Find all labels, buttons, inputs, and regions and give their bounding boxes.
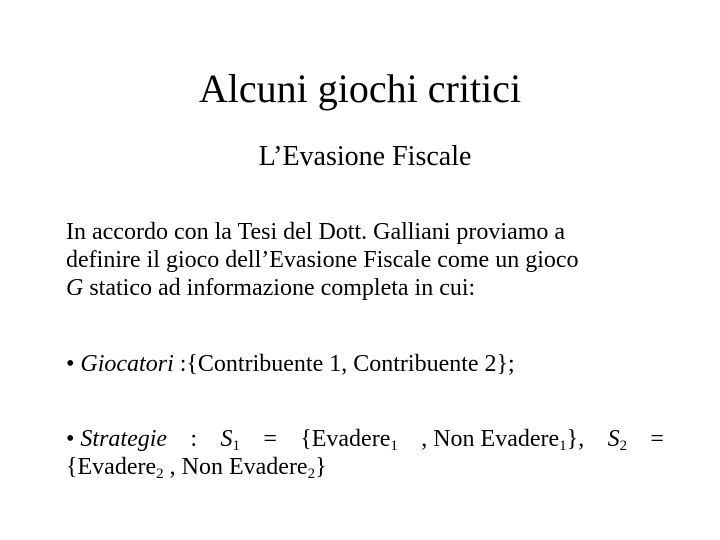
bullet-icon: • — [66, 426, 75, 452]
intro-line-3-text: statico ad informazione completa in cui: — [89, 275, 476, 301]
s2-symbol — [608, 425, 628, 453]
players-text: :{Contribuente 1, Contribuente 2}; — [173, 351, 515, 377]
bullet-icon: • — [66, 351, 75, 377]
s1-index: 1 — [232, 438, 240, 454]
bullet-strategies — [66, 425, 666, 481]
game-symbol: G — [66, 275, 84, 301]
strategies-colon: : — [190, 426, 198, 452]
slide-title: Alcuni giochi critici — [198, 66, 522, 111]
s2-letter: S — [607, 426, 620, 452]
s1-close: }, — [566, 426, 585, 452]
s1-evadere-index: 1 — [390, 438, 398, 454]
s1-equals: = — [263, 426, 277, 452]
players-term: Giocatori — [80, 351, 174, 377]
intro-line-2: definire il gioco dell’Evasione Fiscale come un gioco — [66, 247, 579, 273]
bullet-players — [66, 350, 666, 378]
s1-non-evadere — [421, 425, 584, 453]
s2-mid: , Non Evadere — [163, 454, 308, 480]
s1-symbol — [220, 425, 240, 453]
s2-non-evadere-index: 2 — [307, 466, 316, 482]
s2-open: {Evadere — [66, 454, 157, 480]
s1-mid: , Non Evadere — [421, 426, 560, 452]
slide-subtitle: L’Evasione Fiscale — [258, 141, 472, 172]
intro-line-3 — [66, 274, 666, 302]
strategies-lead — [66, 425, 167, 453]
s2-index: 2 — [619, 438, 628, 454]
s2-evadere-index: 2 — [156, 466, 164, 482]
strategies-term: Strategie — [80, 426, 168, 452]
s1-open: {Evadere — [300, 426, 391, 452]
strategies-line-2 — [66, 453, 666, 481]
strategies-line-1 — [66, 425, 664, 453]
intro-paragraph — [66, 218, 666, 302]
intro-line-1: In accordo con la Tesi del Dott. Galliani proviamo a — [66, 219, 566, 245]
s1-non-evadere-index: 1 — [559, 438, 567, 454]
s2-close: } — [315, 454, 327, 480]
s1-evadere — [300, 425, 398, 453]
s1-letter: S — [220, 426, 233, 452]
s2-equals: = — [650, 426, 664, 452]
